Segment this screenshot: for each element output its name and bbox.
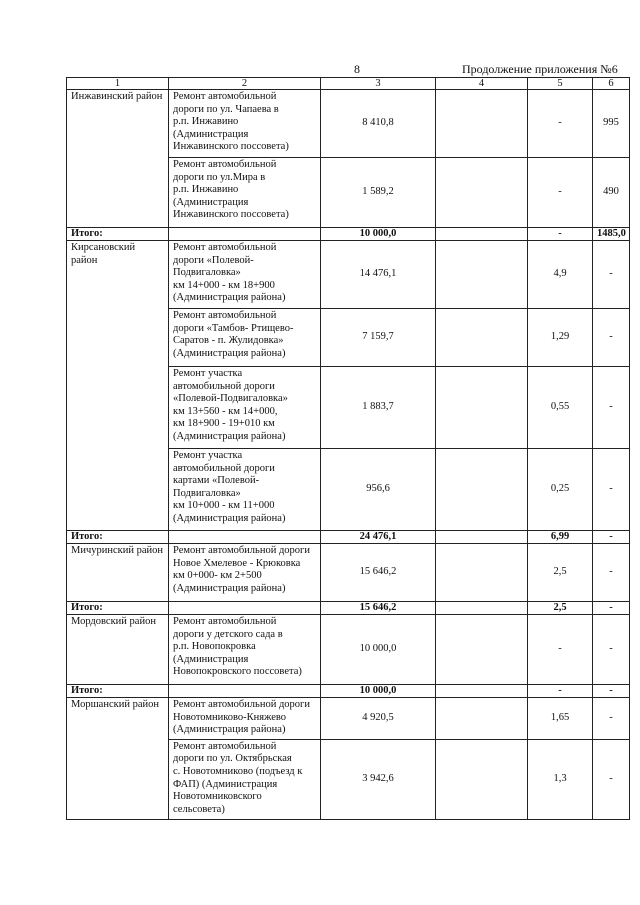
total-label: Итого: xyxy=(67,685,169,698)
total-value-c4 xyxy=(436,602,528,615)
value-cell-c6: 490 xyxy=(593,158,630,228)
page-number: 8 xyxy=(354,62,360,76)
value-cell-c4 xyxy=(436,241,528,309)
total-value-c3: 24 476,1 xyxy=(321,531,436,544)
district-cell: Инжавинский район xyxy=(67,90,169,228)
district-cell: Кирсановский район xyxy=(67,241,169,531)
column-number-row xyxy=(67,78,630,90)
col-number-5: 5 xyxy=(528,78,593,90)
table-row xyxy=(67,90,630,158)
value-cell-c4 xyxy=(436,739,528,819)
value-cell-c6: - xyxy=(593,739,630,819)
total-value-c6: - xyxy=(593,685,630,698)
value-cell-c3: 10 000,0 xyxy=(321,615,436,685)
work-description-cell: Ремонт автомобильной дороги Новотомниково-Княжево (Администрация района) xyxy=(169,698,321,740)
work-description-cell: Ремонт автомобильной дороги Новое Хмелевое - Крюковка км 0+000- км 2+500 (Администрация района) xyxy=(169,544,321,602)
total-label: Итого: xyxy=(67,602,169,615)
value-cell-c5: 0,25 xyxy=(528,449,593,531)
value-cell-c4 xyxy=(436,615,528,685)
work-description-cell: Ремонт автомобильной дороги у детского сада в р.п. Новопокровка (Администрация Новопокровского поссовета) xyxy=(169,615,321,685)
value-cell-c6: - xyxy=(593,615,630,685)
table-row xyxy=(67,544,630,602)
col-number-4: 4 xyxy=(436,78,528,90)
total-value-c5: 6,99 xyxy=(528,531,593,544)
value-cell-c5: - xyxy=(528,615,593,685)
total-empty-cell xyxy=(169,685,321,698)
value-cell-c3: 15 646,2 xyxy=(321,544,436,602)
value-cell-c3: 8 410,8 xyxy=(321,90,436,158)
district-cell: Моршанский район xyxy=(67,698,169,820)
total-value-c5: 2,5 xyxy=(528,602,593,615)
total-value-c5: - xyxy=(528,685,593,698)
total-empty-cell xyxy=(169,531,321,544)
table-row xyxy=(67,615,630,685)
total-row xyxy=(67,531,630,544)
value-cell-c5: - xyxy=(528,158,593,228)
col-number-3: 3 xyxy=(321,78,436,90)
total-value-c4 xyxy=(436,685,528,698)
work-description-cell: Ремонт автомобильной дороги по ул. Чапаева в р.п. Инжавино (Администрация Инжавинского поссовета) xyxy=(169,90,321,158)
value-cell-c4 xyxy=(436,367,528,449)
total-row xyxy=(67,228,630,241)
work-description-cell: Ремонт автомобильной дороги «Тамбов- Ртищево- Саратов - п. Жулидовка» (Администрация района) xyxy=(169,309,321,367)
value-cell-c5: 0,55 xyxy=(528,367,593,449)
total-value-c4 xyxy=(436,531,528,544)
table-row xyxy=(67,698,630,740)
value-cell-c3: 1 589,2 xyxy=(321,158,436,228)
value-cell-c5: 1,65 xyxy=(528,698,593,740)
value-cell-c6: 995 xyxy=(593,90,630,158)
value-cell-c4 xyxy=(436,449,528,531)
total-value-c3: 10 000,0 xyxy=(321,228,436,241)
total-value-c3: 15 646,2 xyxy=(321,602,436,615)
total-value-c6: 1485,0 xyxy=(593,228,630,241)
value-cell-c4 xyxy=(436,698,528,740)
value-cell-c6: - xyxy=(593,241,630,309)
work-description-cell: Ремонт автомобильной дороги по ул. Октябрьская с. Новотомниково (подъезд к ФАП) (Администрация Новотомниковского сельсовета) xyxy=(169,739,321,819)
total-value-c3: 10 000,0 xyxy=(321,685,436,698)
total-label: Итого: xyxy=(67,228,169,241)
value-cell-c4 xyxy=(436,158,528,228)
col-number-2: 2 xyxy=(169,78,321,90)
value-cell-c3: 956,6 xyxy=(321,449,436,531)
total-row xyxy=(67,685,630,698)
value-cell-c4 xyxy=(436,309,528,367)
work-description-cell: Ремонт участка автомобильной дороги «Полевой-Подвигаловка» км 13+560 - км 14+000, км 18+900 - 19+010 км (Администрация района) xyxy=(169,367,321,449)
total-label: Итого: xyxy=(67,531,169,544)
total-value-c4 xyxy=(436,228,528,241)
total-value-c6: - xyxy=(593,531,630,544)
value-cell-c6: - xyxy=(593,544,630,602)
total-empty-cell xyxy=(169,228,321,241)
work-description-cell: Ремонт автомобильной дороги «Полевой- Подвигаловка» км 14+000 - км 18+900 (Администрация района) xyxy=(169,241,321,309)
total-value-c5: - xyxy=(528,228,593,241)
value-cell-c5: - xyxy=(528,90,593,158)
value-cell-c6: - xyxy=(593,309,630,367)
col-number-1: 1 xyxy=(67,78,169,90)
value-cell-c5: 4,9 xyxy=(528,241,593,309)
district-cell: Мордовский район xyxy=(67,615,169,685)
value-cell-c3: 7 159,7 xyxy=(321,309,436,367)
value-cell-c3: 4 920,5 xyxy=(321,698,436,740)
value-cell-c5: 1,3 xyxy=(528,739,593,819)
value-cell-c6: - xyxy=(593,367,630,449)
work-description-cell: Ремонт участка автомобильной дороги картами «Полевой- Подвигаловка» км 10+000 - км 11+000 (Администрация района) xyxy=(169,449,321,531)
district-cell: Мичуринский район xyxy=(67,544,169,602)
work-description-cell: Ремонт автомобильной дороги по ул.Мира в р.п. Инжавино (Администрация Инжавинского поссовета) xyxy=(169,158,321,228)
value-cell-c4 xyxy=(436,90,528,158)
value-cell-c5: 2,5 xyxy=(528,544,593,602)
total-row xyxy=(67,602,630,615)
appendix-note: Продолжение приложения №6 xyxy=(462,62,618,76)
col-number-6: 6 xyxy=(593,78,630,90)
value-cell-c5: 1,29 xyxy=(528,309,593,367)
total-empty-cell xyxy=(169,602,321,615)
value-cell-c6: - xyxy=(593,449,630,531)
total-value-c6: - xyxy=(593,602,630,615)
value-cell-c3: 1 883,7 xyxy=(321,367,436,449)
table-row xyxy=(67,241,630,309)
value-cell-c6: - xyxy=(593,698,630,740)
roads-table xyxy=(66,77,630,820)
value-cell-c4 xyxy=(436,544,528,602)
value-cell-c3: 14 476,1 xyxy=(321,241,436,309)
value-cell-c3: 3 942,6 xyxy=(321,739,436,819)
